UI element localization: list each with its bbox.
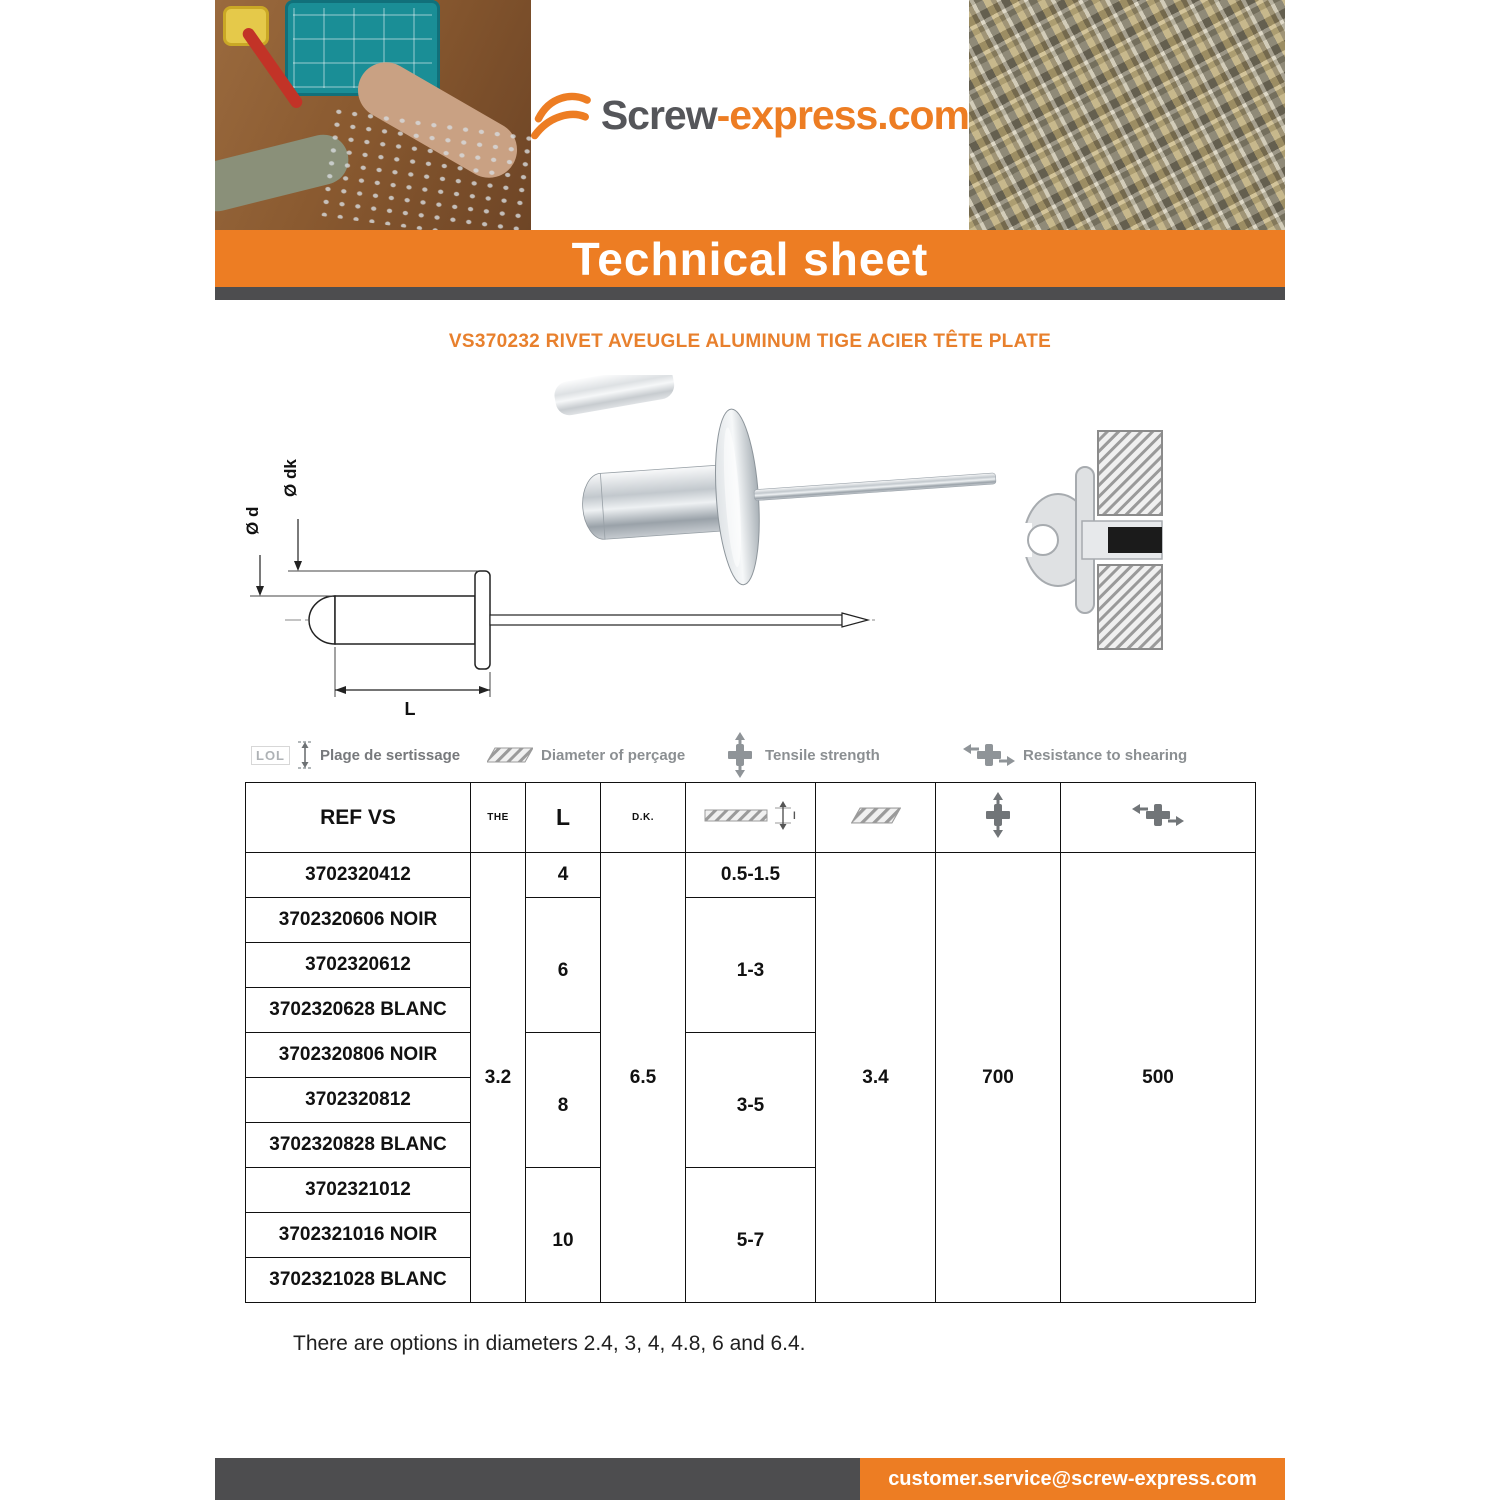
legend-label: Tensile strength <box>765 746 880 764</box>
shear-cell: 500 <box>1061 853 1256 1303</box>
drill-diameter-icon <box>851 807 901 824</box>
legend <box>215 737 1285 777</box>
legend-item-tensile <box>723 737 880 773</box>
contact-email: customer.service@screw-express.com <box>888 1467 1257 1490</box>
col-header-drill <box>816 783 936 853</box>
options-note: There are options in diameters 2.4, 3, 4, 4.8, 6 and 6.4. <box>293 1332 806 1355</box>
logo-text-express: -express.com <box>716 91 969 138</box>
page-content <box>215 0 1285 1500</box>
tensile-strength-icon <box>723 732 757 778</box>
legend-label: Resistance to shearing <box>1023 746 1188 764</box>
crimp-cell: 3-5 <box>686 1033 816 1168</box>
col-header-l: L <box>526 783 601 853</box>
l-cell: 8 <box>526 1033 601 1168</box>
l-cell: 10 <box>526 1168 601 1303</box>
dim-dk-label: Ø dk <box>281 459 300 497</box>
shear-resistance-icon <box>1132 798 1184 832</box>
tensile-strength-icon <box>981 792 1015 838</box>
drawing-mandrel-head <box>309 596 335 644</box>
ref-cell: 3702320628 BLANC <box>246 988 471 1033</box>
drawing-body <box>335 596 475 644</box>
legend-item-crimp-range <box>251 737 460 773</box>
crimp-range-icon <box>701 800 801 830</box>
legend-item-drill-diameter <box>487 737 685 773</box>
drawing-flange <box>475 571 490 669</box>
drill-cell: 3.4 <box>816 853 936 1303</box>
photo-body <box>600 464 734 539</box>
logo-text-screw: Screw <box>600 91 717 138</box>
footer-divider <box>215 1458 860 1500</box>
drill-diameter-icon <box>487 747 533 763</box>
table-header-row <box>246 783 1256 853</box>
figures <box>215 370 1285 735</box>
footer <box>215 1458 1285 1500</box>
section-bottom-plate <box>1098 565 1162 649</box>
ref-cell: 3702320606 NOIR <box>246 898 471 943</box>
photo-stem <box>754 473 996 501</box>
tensile-cell: 700 <box>936 853 1061 1303</box>
section-top-plate <box>1098 431 1162 515</box>
ref-cell: 3702321028 BLANC <box>246 1258 471 1303</box>
ref-cell: 3702320828 BLANC <box>246 1123 471 1168</box>
crimp-cell: 1-3 <box>686 898 816 1033</box>
l-cell: 4 <box>526 853 601 898</box>
banner-divider <box>215 287 1285 300</box>
legend-label: Diameter of perçage <box>541 746 686 764</box>
ref-cell: 3702320412 <box>246 853 471 898</box>
crimp-cell: 5-7 <box>686 1168 816 1303</box>
col-header-tensile <box>936 783 1061 853</box>
crimp-range-prefix: LOL <box>251 746 290 765</box>
col-header-ref: REF VS <box>246 783 471 853</box>
section-bulge-hole <box>1028 525 1058 555</box>
col-header-dk: D.K. <box>601 783 686 853</box>
photo-blurred-part <box>552 375 676 417</box>
col-header-crimp <box>686 783 816 853</box>
product-title: VS370232 RIVET AVEUGLE ALUMINUM TIGE ACIER TÊTE PLATE <box>448 331 1052 352</box>
cross-section-illustration <box>1010 425 1190 655</box>
col-header-the: THE <box>471 783 526 853</box>
ref-cell: 3702321016 NOIR <box>246 1213 471 1258</box>
ref-cell: 3702320812 <box>246 1078 471 1123</box>
legend-label: Plage de sertissage <box>320 746 461 764</box>
col-header-shear <box>1061 783 1256 853</box>
brand-logo <box>531 0 969 230</box>
workbench-photo <box>215 0 531 230</box>
banner <box>215 230 1285 287</box>
ref-cell: 3702320612 <box>246 943 471 988</box>
screws-photo <box>969 0 1285 230</box>
crimp-cell: 0.5-1.5 <box>686 853 816 898</box>
ref-cell: 3702320806 NOIR <box>246 1033 471 1078</box>
the-cell: 3.2 <box>471 853 526 1303</box>
ref-cell: 3702321012 <box>246 1168 471 1213</box>
dk-cell: 6.5 <box>601 853 686 1303</box>
l-cell: 6 <box>526 898 601 1033</box>
rivet-photo <box>525 375 1005 675</box>
crimp-icon-note: l <box>792 811 796 822</box>
shear-resistance-icon <box>963 738 1015 772</box>
section-mandrel-stub <box>1108 527 1162 553</box>
spec-table <box>245 782 1256 1303</box>
logo-text <box>601 92 969 139</box>
table-row <box>246 853 1256 898</box>
swoosh-icon <box>531 87 591 143</box>
legend-item-shear <box>963 737 1187 773</box>
crimp-range-icon <box>298 739 312 771</box>
dim-l-label: L <box>404 699 416 719</box>
banner-title: Technical sheet <box>571 232 929 285</box>
dim-d-label: Ø d <box>243 506 262 535</box>
footer-contact <box>860 1458 1285 1500</box>
